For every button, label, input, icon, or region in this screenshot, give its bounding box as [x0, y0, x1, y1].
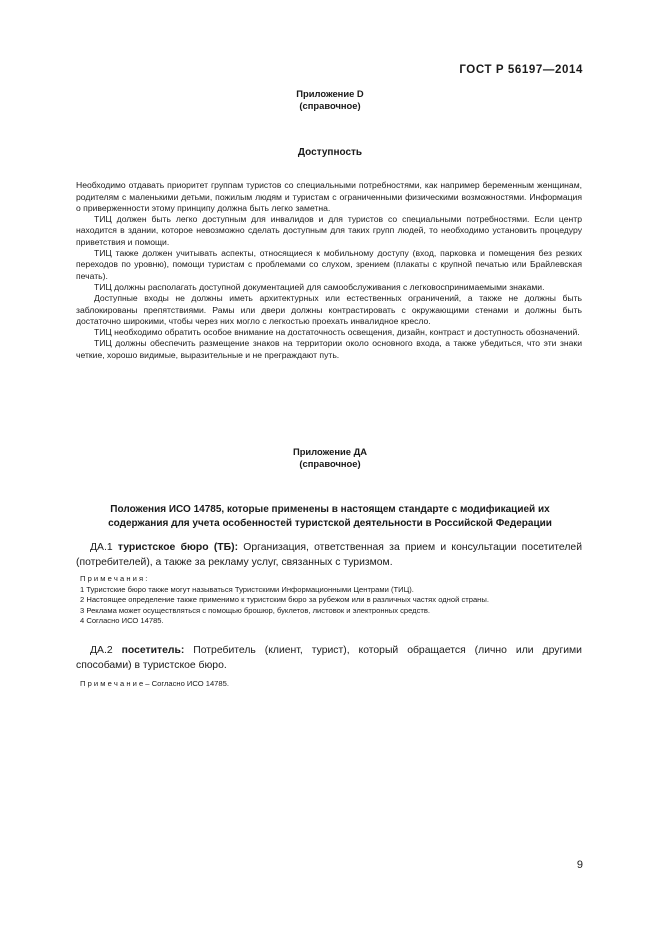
paragraph-text: Доступные входы не должны иметь архитектурных или естественных ограничений, а также не должны быть заблокированы препятствиями. Рамы или двери должны контрастировать с окружающими стенами и должны быть достаточно широкими, чтобы через них могло с легкостью проехать инвалидное кресло.	[76, 293, 582, 326]
annex-d-title-block	[60, 88, 600, 112]
paragraph	[76, 248, 582, 282]
paragraph-text: ТИЦ также должен учитывать аспекты, относящиеся к мобильному доступу (вход, парковка и помещения без резких переходов по уровню), помощи туристам с проблемами со слухом, зрением (плакаты с крупной печатью или Брайлевская печать).	[76, 248, 582, 281]
annex-da-title: Приложение ДА	[292, 446, 368, 457]
paragraph	[76, 282, 582, 293]
page-number: 9	[576, 859, 583, 871]
notes-block	[76, 574, 582, 627]
paragraph	[76, 327, 582, 338]
note-item: 3 Реклама может осуществляться с помощью брошюр, буклетов, листовок и электронных средств.	[80, 605, 431, 615]
annex-da-heading-line1: Положения ИСО 14785, которые применены в настоящем стандарте с модификацией их	[110, 504, 550, 515]
annex-d-body	[76, 169, 582, 361]
annex-da-subtitle: (справочное)	[299, 458, 361, 469]
term-name: посетитель:	[121, 645, 185, 656]
paragraph	[76, 214, 582, 248]
annex-da-heading-line2: содержания для учета особенностей туристской деятельности в Российской Федерации	[108, 518, 552, 529]
term-definition: Потребитель (клиент, турист), который обращается (лично или другими способами) в туристское бюро.	[76, 645, 582, 671]
paragraph	[76, 293, 582, 327]
annex-da-title-block	[60, 446, 600, 470]
notes-label: П р и м е ч а н и я :	[80, 574, 148, 583]
paragraph	[76, 338, 582, 361]
term-number: ДА.2	[90, 645, 113, 656]
paragraph-text: ТИЦ должны обеспечить размещение знаков на территории около основного входа, а также убедиться, что эти знаки четкие, хорошо видимые, выразительные и не преграждают путь.	[76, 338, 582, 360]
paragraph	[76, 169, 582, 214]
note-item: 2 Настоящее определение также применимо к туристским бюро за рубежом или в различных частях одной страны.	[80, 595, 489, 604]
term-name: туристское бюро (ТБ):	[117, 542, 239, 553]
note-item: 4 Согласно ИСО 14785.	[80, 616, 164, 625]
term-number: ДА.1	[90, 542, 113, 553]
standard-number: ГОСТ Р 56197—2014	[459, 64, 583, 76]
term-da1	[76, 541, 582, 570]
note-single: П р и м е ч а н и е – Согласно ИСО 14785.	[80, 679, 229, 688]
annex-d-title: Приложение D	[296, 88, 364, 99]
paragraph-text: ТИЦ должен быть легко доступным для инвалидов и для туристов со специальными потребностями. Если центр находится в здании, которое невозможно сделать доступным для таких групп людей, то необходимо установить процедуру приветствия и помощи.	[76, 214, 582, 247]
annex-d-heading: Доступность	[297, 147, 363, 158]
annex-da-heading	[60, 503, 600, 531]
paragraph-text: Необходимо отдавать приоритет группам туристов со специальными потребностями, как например беременным женщинам, родителям с маленькими детьми, пожилым людям и туристам с ограниченными физическими возможностями. Информация о приверженности этому принципу должна быть легко заметна.	[76, 180, 582, 213]
term-da2	[76, 644, 582, 673]
note-item: 1 Туристские бюро также могут называться Туристскими Информационными Центрами (ТИЦ).	[80, 584, 414, 594]
note-single-block	[76, 679, 582, 690]
term-definition: Организация, ответственная за прием и консультации посетителей (потребителей), а также за рекламу услуг, связанных с туризмом.	[76, 542, 582, 568]
annex-d-subtitle: (справочное)	[299, 100, 361, 111]
paragraph-text: ТИЦ необходимо обратить особое внимание на достаточность освещения, дизайн, контраст и доступность обозначений.	[94, 327, 580, 338]
paragraph-text: ТИЦ должны располагать доступной документацией для самообслуживания с легковоспринимаемыми знаками.	[94, 281, 545, 292]
